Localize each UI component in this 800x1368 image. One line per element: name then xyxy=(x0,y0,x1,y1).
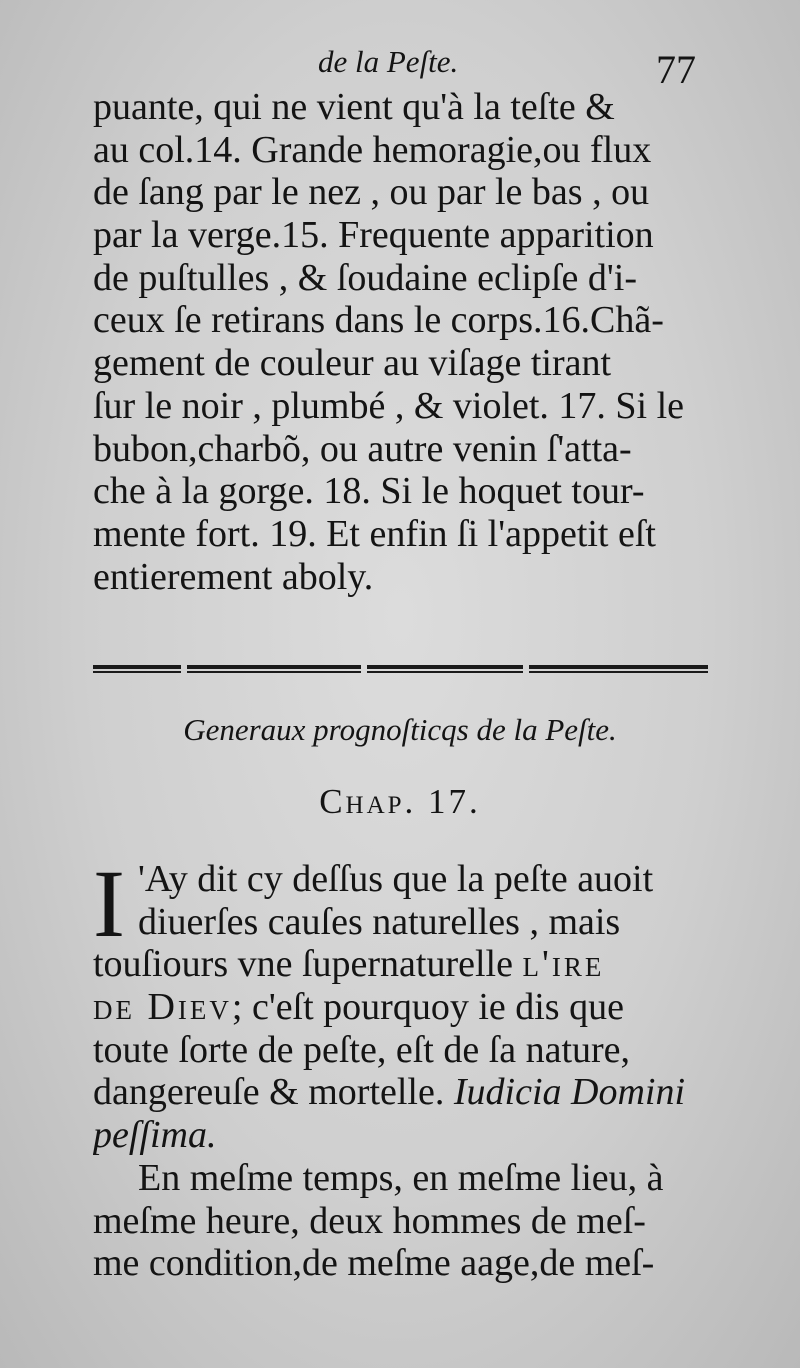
text-run: dangereuſe & mortelle. xyxy=(93,1071,454,1114)
text-run: touſiours vne ſupernaturelle xyxy=(93,943,523,986)
rule-segment xyxy=(187,665,361,673)
text-line: gement de couleur au viſage tirant xyxy=(93,342,612,385)
text-line xyxy=(93,943,708,986)
text-line: 'Ay dit cy deſſus que la peſte auoit xyxy=(138,858,654,900)
text-line: me condition,de meſme aage,de meſ- xyxy=(93,1242,655,1285)
continued-paragraph xyxy=(93,86,708,598)
text-line: entierement aboly. xyxy=(93,555,374,598)
chapter-number: Chap. 17. xyxy=(319,782,481,821)
rule-segment xyxy=(93,665,181,673)
text-line: che à la gorge. 18. Si le hoquet tour- xyxy=(93,470,645,513)
text-line: ceux ſe retirans dans le corps.16.Chã- xyxy=(93,299,664,342)
text-run-italic: Iudicia Domini xyxy=(453,1071,685,1114)
text-run-smallcaps: l'ire xyxy=(522,943,605,986)
text-line: bubon,charbõ, ou autre venin ſ'atta- xyxy=(93,427,632,470)
chapter-body xyxy=(93,850,708,1285)
rule-segment xyxy=(367,665,523,673)
text-line xyxy=(93,986,708,1029)
text-line: par la verge.15. Frequente apparition xyxy=(93,214,654,257)
running-head xyxy=(0,40,800,90)
text-line: mente fort. 19. Et enfin ſi l'appetit eſt xyxy=(93,512,656,555)
text-line: En meſme temps, en meſme lieu, à xyxy=(138,1156,664,1199)
text-run-smallcaps: de Diev xyxy=(93,986,232,1029)
text-line: meſme heure, deux hommes de meſ- xyxy=(93,1199,646,1242)
text-run: ; c'eſt pourquoy ie dis que xyxy=(231,986,624,1029)
chapter-heading: Generaux prognoſticqs de la Peſte. xyxy=(183,712,617,747)
text-line xyxy=(93,1071,708,1114)
ornamental-rule xyxy=(93,665,708,677)
text-line: puante, qui ne vient qu'à la teſte & xyxy=(93,86,615,128)
running-title: de la Peſte. xyxy=(318,44,459,79)
text-line: peſſima. xyxy=(93,1114,217,1157)
drop-cap: I xyxy=(93,850,125,957)
text-line: diuerſes cauſes naturelles , mais xyxy=(138,900,621,943)
text-line: toute ſorte de peſte, eſt de ſa nature, xyxy=(93,1028,631,1071)
rule-segment xyxy=(529,665,708,673)
text-line: ſur le noir , plumbé , & violet. 17. Si le xyxy=(93,384,685,427)
text-line: au col.14. Grande hemoragie,ou flux xyxy=(93,128,652,171)
page-number: 77 xyxy=(656,47,696,92)
text-line: de puſtulles , & ſoudaine eclipſe d'i- xyxy=(93,256,637,299)
text-line: de ſang par le nez , ou par le bas , ou xyxy=(93,171,650,214)
